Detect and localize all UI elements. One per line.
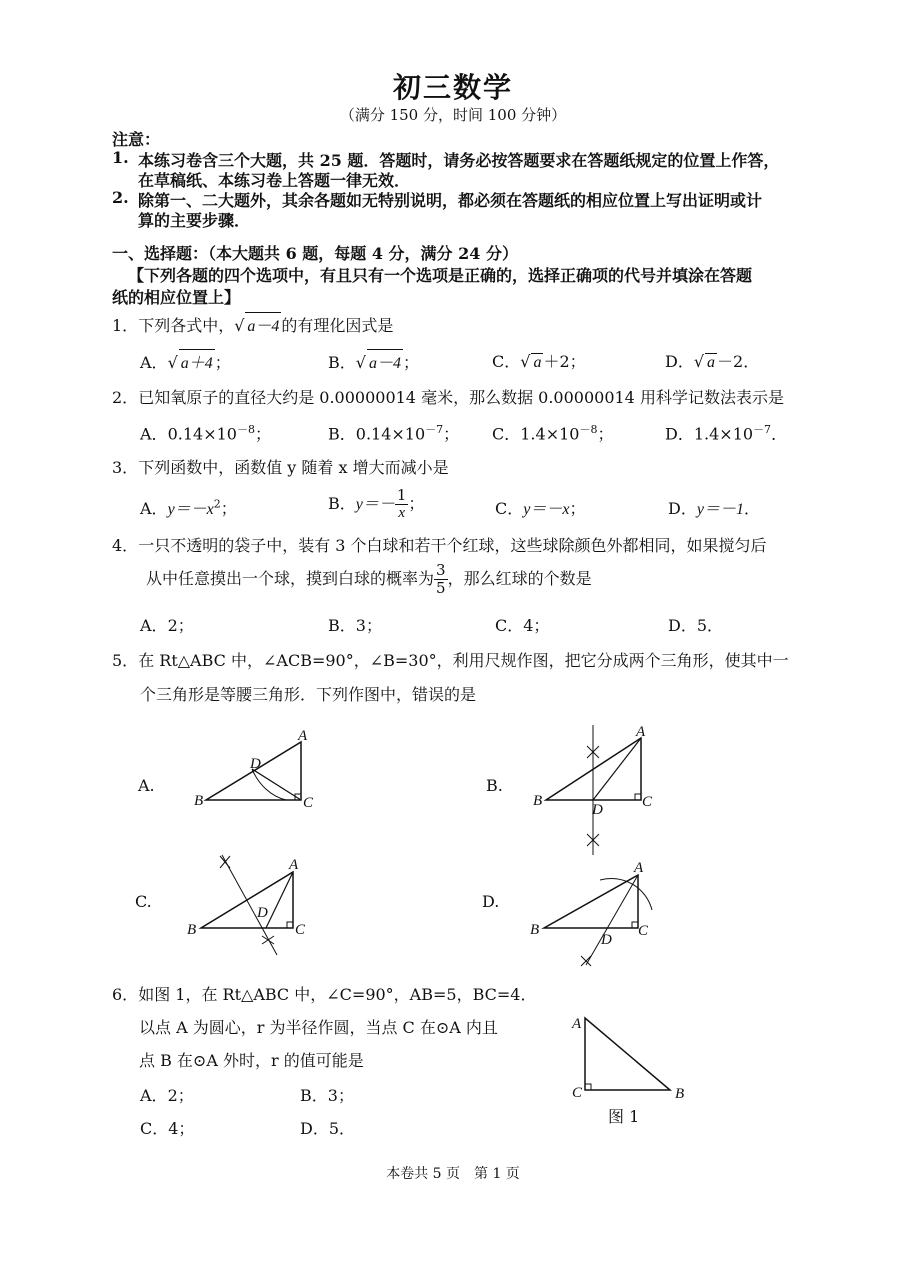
q1-post: 的有理化因式是 xyxy=(281,316,394,335)
q6-figure-1 xyxy=(565,1008,695,1103)
q2-option-a: A．$0.14\times 10^{-8}$； xyxy=(140,423,271,444)
notice-1-num: 1. xyxy=(112,148,129,167)
radical-icon: √ xyxy=(355,353,366,372)
q4-line1: 4．一只不透明的袋子中，装有 3 个白球和若干个红球，这些球除颜色外都相同，如果搅匀后 xyxy=(112,536,767,555)
notice-2-line2: 算的主要步骤． xyxy=(138,211,251,230)
q5-figure-c xyxy=(185,840,320,960)
q4-option-d: D．5． xyxy=(668,616,724,635)
fig-c-label-a: A xyxy=(289,857,299,873)
notice-2-line1: 除第一、二大题外，其余各题如无特别说明，都必须在答题纸的相应位置上写出证明或计 xyxy=(138,191,763,210)
page-title: 初三数学 xyxy=(392,71,513,104)
q2-option-c: C．$1.4\times 10^{-8}$； xyxy=(492,423,614,444)
fig1-label-b: B xyxy=(675,1086,685,1102)
notice-1-line1: 本练习卷含三个大题，共 25 题．答题时，请务必按答题要求在答题纸规定的位置上作答， xyxy=(138,151,780,170)
q5-figure-d xyxy=(528,850,668,970)
q3-option-b: B．y＝－ $\frac{1}{x}$ ； xyxy=(328,486,425,521)
radical-icon: √ xyxy=(693,352,705,371)
q3-option-c: C．y＝－x； xyxy=(495,499,586,518)
q2-option-b: B．$0.14\times 10^{-7}$； xyxy=(328,423,460,444)
fig-a-label-c: C xyxy=(303,795,314,811)
q3-option-d: D．y＝－1． xyxy=(668,499,760,518)
q2-stem: 2．已知氧原子的直径大约是 0.00000014 毫米，那么数据 0.00000014 用科学记数法表示是 xyxy=(112,388,784,407)
radical-icon: √ xyxy=(167,353,178,372)
q5-option-b-label: B. xyxy=(486,776,503,795)
q1-option-a: A．√ a＋4 ； xyxy=(140,349,231,373)
section1-instruction-line2: 纸的相应位置上】 xyxy=(112,288,241,307)
q3-stem: 3．下列函数中，函数值 y 随着 x 增大而减小是 xyxy=(112,458,449,477)
radical-icon: √ xyxy=(520,352,531,371)
fig-d-label-b: B xyxy=(530,922,540,938)
q6-line2: 以点 A 为圆心，r 为半径作圆，当点 C 在⊙A 内且 xyxy=(139,1018,498,1037)
q5-option-c-label: C. xyxy=(135,892,152,911)
q4-option-c: C．4； xyxy=(495,616,550,635)
q1-stem xyxy=(112,312,393,336)
fig-c-label-c: C xyxy=(295,922,306,938)
fig-d-label-a: A xyxy=(634,860,644,876)
fig-c-label-b: B xyxy=(187,922,197,938)
page-subtitle: （满分 150 分，时间 100 分钟） xyxy=(339,106,567,124)
fig-b-label-b: B xyxy=(533,793,543,809)
q6-option-a: A．2； xyxy=(140,1086,194,1105)
fig-d-label-c: C xyxy=(638,923,649,939)
q1-num: 1． xyxy=(112,316,139,335)
section1-instruction-line1: 【下列各题的四个选项中，有且只有一个选项是正确的，选择正确项的代号并填涂在答题 xyxy=(128,266,753,285)
q2-option-d: D．$1.4\times 10^{-7}$． xyxy=(665,423,788,444)
notice-2-num: 2. xyxy=(112,188,129,207)
fig-b-label-d: D xyxy=(592,802,603,818)
q1-pre: 下列各式中， xyxy=(138,316,235,335)
q1-option-b: B．√ a－4 ； xyxy=(328,349,419,373)
notice-heading: 注意： xyxy=(112,130,161,149)
q5-option-a-label: A. xyxy=(138,776,155,795)
q6-option-d: D．5． xyxy=(300,1119,356,1138)
q1-radicand: a－4 xyxy=(245,312,281,336)
figure-1-caption: 图 1 xyxy=(608,1107,640,1126)
fig-a-label-d: D xyxy=(250,756,261,772)
q6-line1: 6．如图 1，在 Rt△ABC 中，∠C=90°，AB=5，BC=4． xyxy=(112,985,537,1004)
q6-option-b: B．3； xyxy=(300,1086,354,1105)
q1-option-d: D．√ a －2． xyxy=(665,352,760,371)
radical-icon: √ xyxy=(234,316,245,335)
fig1-label-c: C xyxy=(572,1085,583,1101)
fig1-label-a: A xyxy=(572,1016,582,1032)
fig-a-label-a: A xyxy=(298,728,308,744)
page-footer: 本卷共 5 页 第 1 页 xyxy=(386,1166,520,1182)
fig-b-label-a: A xyxy=(636,724,646,740)
q5-line2: 个三角形是等腰三角形．下列作图中，错误的是 xyxy=(140,685,477,704)
q5-line1: 5．在 Rt△ABC 中，∠ACB=90°，∠B=30°，利用尺规作图，把它分成两个三角形，使其中一 xyxy=(112,651,789,670)
q5-option-d-label: D. xyxy=(482,892,500,911)
notice-1-line2: 在草稿纸、本练习卷上答题一律无效． xyxy=(138,171,411,190)
fig-c-label-d: D xyxy=(257,905,268,921)
fig-a-label-b: B xyxy=(194,793,204,809)
q5-figure-a xyxy=(190,725,330,815)
q5-figure-b xyxy=(530,720,670,860)
q4-option-b: B．3； xyxy=(328,616,382,635)
q1-option-c: C．√ a ＋2； xyxy=(492,352,586,371)
q4-line2: 从中任意摸出一个球，摸到白球的概率为 $\frac{3}{5}$ ，那么红球的个数是 xyxy=(146,561,592,597)
fig-b-label-c: C xyxy=(642,794,653,810)
q6-option-c: C．4； xyxy=(140,1119,195,1138)
q3-option-a: A．$y=-x^2$； xyxy=(140,497,237,518)
fig-d-label-d: D xyxy=(601,932,612,948)
q6-line3: 点 B 在⊙A 外时，r 的值可能是 xyxy=(139,1051,364,1070)
section1-heading: 一、选择题：（本大题共 6 题，每题 4 分，满分 24 分） xyxy=(112,244,518,263)
q4-option-a: A．2； xyxy=(140,616,194,635)
